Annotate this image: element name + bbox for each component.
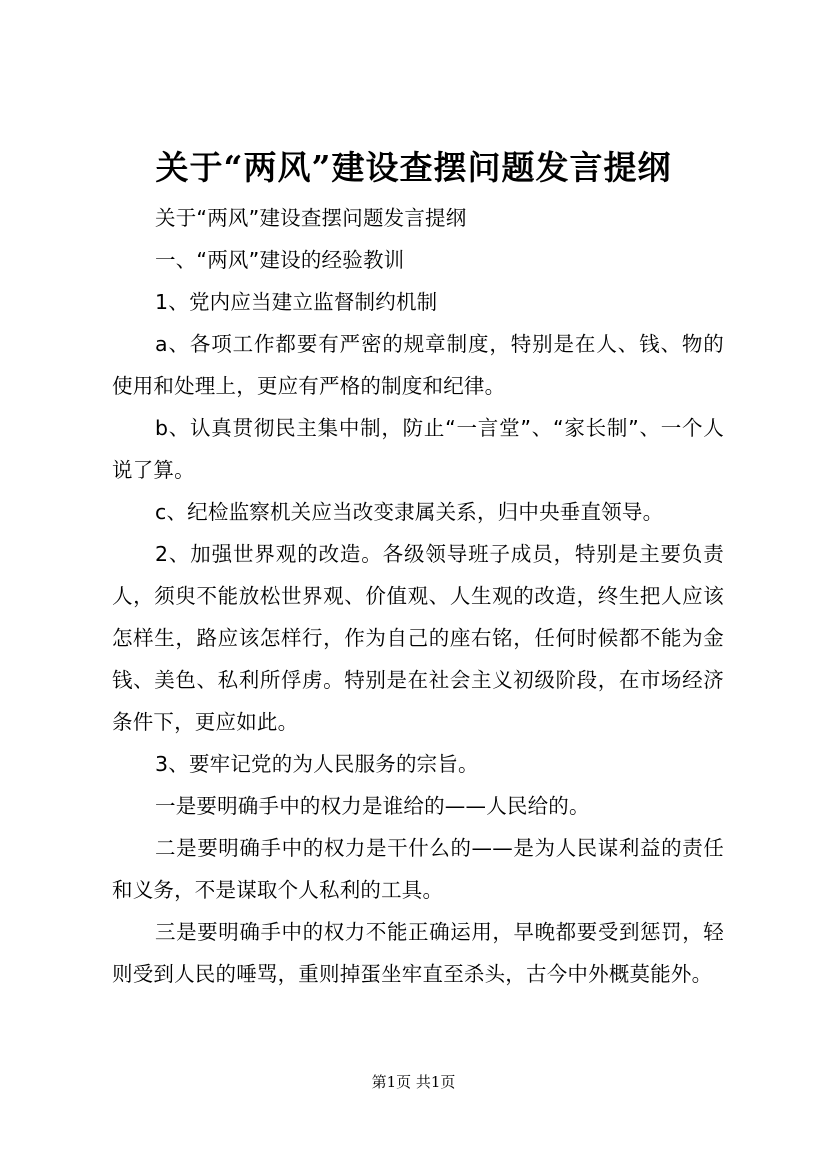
paragraph-item-b: b、认真贯彻民主集中制，防止“一言堂”、“家长制”、一个人说了算。 (112, 416, 724, 482)
paragraph-item-2: 2、加强世界观的改造。各级领导班子成员，特别是主要负责人，须臾不能放松世界观、价值观、人生观的改造，终生把人应该怎样生，路应该怎样行，作为自己的座右铭，任何时候都不能为金钱、美色、私利所俘虏。特别是在社会主义初级阶段，在市场经济条件下，更应如此。 (112, 542, 724, 734)
paragraph-item-1: 1、党内应当建立监督制约机制 (155, 290, 438, 314)
paragraph-subtitle: 关于“两风”建设查摆问题发言提纲 (155, 206, 467, 230)
paragraph-item-c: c、纪检监察机关应当改变隶属关系，归中央垂直领导。 (155, 500, 664, 524)
paragraph-point-one: 一是要明确手中的权力是谁给的——人民给的。 (155, 794, 590, 818)
paragraph-item-a: a、各项工作都要有严密的规章制度，特别是在人、钱、物的使用和处理上，更应有严格的制度和纪律。 (112, 332, 724, 398)
page-footer: 第1页 共1页 (371, 1073, 456, 1091)
paragraph-item-3: 3、要牢记党的为人民服务的宗旨。 (155, 752, 479, 776)
paragraph-point-two: 二是要明确手中的权力是干什么的——是为人民谋利益的责任和义务，不是谋取个人私利的工具。 (112, 836, 724, 902)
paragraph-point-three: 三是要明确手中的权力不能正确运用，早晚都要受到惩罚，轻则受到人民的唾骂，重则掉蛋坐牢直至杀头，古今中外概莫能外。 (112, 920, 724, 986)
paragraph-section-1-heading: 一、“两风”建设的经验教训 (155, 248, 405, 272)
document-title: 关于“两风”建设查摆问题发言提纲 (155, 148, 672, 187)
